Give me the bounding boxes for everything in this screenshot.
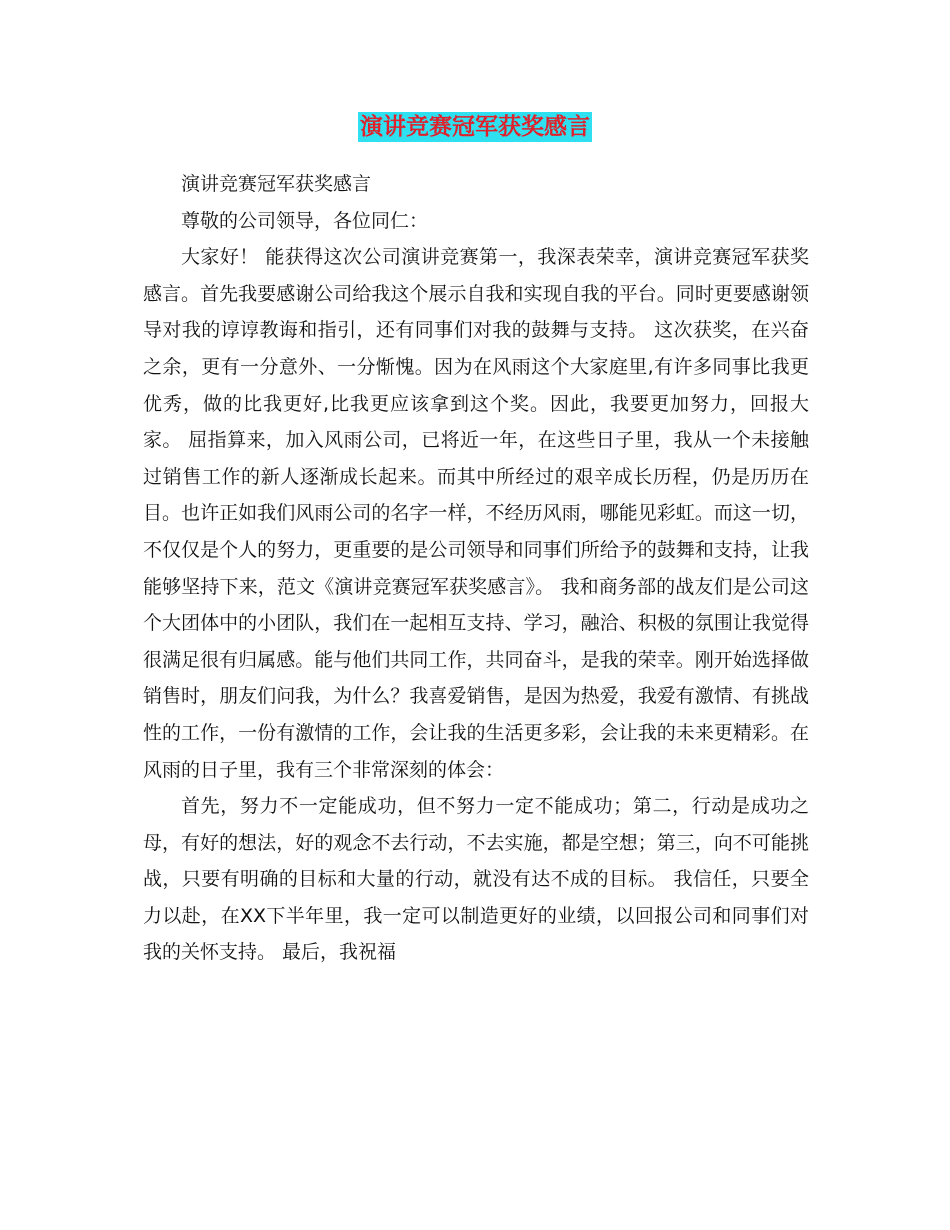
document-title: 演讲竞赛冠军获奖感言 bbox=[360, 113, 590, 140]
document-title-row bbox=[0, 112, 950, 142]
paragraph-conclusion: 首先，努力不一定能成功，但不努力一定不能成功；第二，行动是成功之母，有好的想法，好的观念不去行动，不去实施，都是空想；第三，向不可能挑战，只要有明确的目标和大量的行动，就没有达不成的目标。 我信任，只要全力以赴，在XX下半年里，我一定可以制造更好的业绩，以回报公司和同事们对我的关怀支持。 最后，我祝福 bbox=[143, 795, 809, 964]
document-body bbox=[143, 166, 809, 971]
paragraph-subtitle: 演讲竞赛冠军获奖感言 bbox=[181, 173, 372, 195]
paragraph-salutation: 尊敬的公司领导，各位同仁： bbox=[181, 209, 429, 232]
paragraph-main: 大家好！ 能获得这次公司演讲竞赛第一，我深表荣幸，演讲竞赛冠军获奖感言。首先我要感谢公司给我这个展示自我和实现自我的平台。同时更要感谢领导对我的谆谆教诲和指引，还有同事们对我的鼓舞与支持。 这次获奖，在兴奋之余，更有一分意外、一分惭愧。因为在风雨这个大家庭里,有许多同事比我更优秀，做的比我更好,比我更应该拿到这个奖。因此，我要更加努力，回报大家。 屈指算来，加入风雨公司，已将近一年，在这些日子里，我从一个未接触过销售工作的新人逐渐成长起来。而其中所经过的艰辛成长历程，仍是历历在目。也许正如我们风雨公司的名字一样，不经历风雨，哪能见彩虹。而这一切，不仅仅是个人的努力，更重要的是公司领导和同事们所给予的鼓舞和支持，让我能够坚持下来，范文《演讲竞赛冠军获奖感言》。 我和商务部的战友们是公司这个大团体中的小团队，我们在一起相互支持、学习，融洽、积极的氛围让我觉得很满足很有归属感。能与他们共同工作，共同奋斗，是我的荣幸。刚开始选择做销售时，朋友们问我，为什么？我喜爱销售，是因为热爱，我爱有激情、有挑战性的工作，一份有激情的工作，会让我的生活更多彩，会让我的未来更精彩。在风雨的日子里，我有三个非常深刻的体会： bbox=[143, 246, 809, 781]
